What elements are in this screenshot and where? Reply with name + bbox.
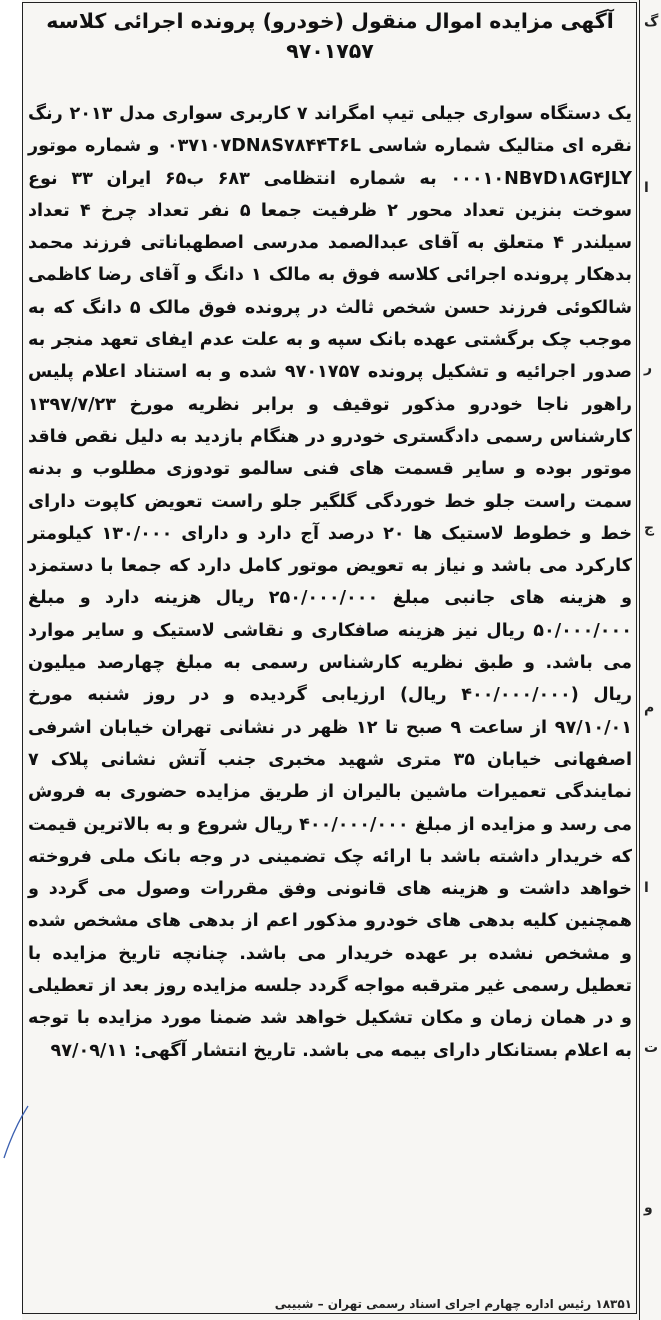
adjacent-column-fragment: ا bbox=[644, 180, 649, 196]
adjacent-column-fragment: و bbox=[644, 1200, 653, 1216]
pen-mark bbox=[0, 1100, 30, 1170]
notice-title: آگهی مزایده اموال منقول (خودرو) پرونده اجرائی کلاسه ۹۷۰۱۷۵۷ bbox=[46, 9, 614, 63]
adjacent-column-fragment: ت bbox=[644, 1040, 659, 1056]
notice-signature: ۱۸۳۵۱ رئیس اداره چهارم اجرای اسناد رسمی تهران – شبیبی bbox=[274, 1297, 632, 1311]
adjacent-column-fragment: ر bbox=[644, 360, 653, 376]
notice-body: یک دستگاه سواری جیلی تیپ امگراند ۷ کاربری سواری مدل ۲۰۱۳ رنگ نقره ای متالیک شماره شاسی ۰۳۷۱۰۷DN۸S۷۸۴۴T۶L و شماره موتور ۰۰۰۱۰NB۷D۱۸G۴JLY به شماره انتظامی ۶۸۳ ب۶۵ ایران ۳۳ نوع سوخت بنزین تعداد محور ۲ ظرفیت جمعا ۵ نفر تعداد چرخ ۴ تعداد سیلندر ۴ متعلق به آقای عبدالصمد مدرسی اصطهباناتی فرزند محمد بدهکار پرونده اجرائی کلاسه فوق به مالک ۱ دانگ و آقای رضا کاظمی شالکوئی فرزند حسن شخص ثالث در پرونده فوق مالک ۵ دانگ که به موجب چک برگشتی عهده بانک سپه و به علت عدم ایفای تعهد منجر به صدور اجرائیه و تشکیل پرونده ۹۷۰۱۷۵۷ شده و به استناد اعلام پلیس راهور ناجا خودرو مذکور توقیف و برابر نظریه مورخ ۱۳۹۷/۷/۲۳ کارشناس رسمی دادگستری خودرو در هنگام بازدید به دلیل نقص فاقد موتور بوده و سایر قسمت های فنی سالمو تودوزی مطلوب و بدنه سمت راست جلو خط خوردگی گلگیر جلو راست تعویض کاپوت دارای خط و خطوط لاستیک ها ۲۰ درصد آج دارد و دارای ۱۳۰/۰۰۰ کیلومتر کارکرد می باشد و نیاز به تعویض موتور کامل دارد که جمعا با دستمزد و هزینه های جانبی مبلغ ۲۵۰/۰۰۰/۰۰۰ ریال هزینه دارد و مبلغ ۵۰/۰۰۰/۰۰۰ ریال نیز هزینه صافکاری و نقاشی لاستیک و سایر موارد می باشد. و طبق نظریه کارشناس رسمی به مبلغ چهارصد میلیون ریال (۴۰۰/۰۰۰/۰۰۰ ریال) ارزیابی گردیده و در روز شنبه مورخ ۹۷/۱۰/۰۱ از ساعت ۹ صبح تا ۱۲ ظهر در نشانی تهران خیابان اشرفی اصفهانی خیابان ۳۵ متری شهید مخبری جنب آتش نشانی پلاک ۷ نمایندگی تعمیرات ماشین بالیران از طریق مزایده حضوری به فروش می رسد و مزایده از مبلغ ۴۰۰/۰۰۰/۰۰۰ ریال شروع و به بالاترین قیمت که خریدار داشته باشد با ارائه چک تضمینی در وجه بانک ملی فروخته خواهد داشت و هزینه های قانونی وفق مقررات وصول می گردد و همچنین کلیه بدهی های خودرو مذکور اعم از بدهی های مشخص شده و مشخص نشده بر عهده خریدار می باشد. چنانچه تاریخ مزایده با تعطیل رسمی غیر مترقبه مواجه گردد جلسه مزایده روز بعد از تعطیلی و در همان زمان و مکان تشکیل خواهد شد ضمنا مورد مزایده با توجه به اعلام بستانکار دارای بیمه می باشد. تاریخ انتشار آگهی: ۹۷/۰۹/۱۱ bbox=[28, 104, 633, 1061]
pen-stroke bbox=[4, 1106, 28, 1158]
adjacent-column-fragment: گ bbox=[644, 14, 659, 30]
adjacent-column-fragment: ج bbox=[644, 520, 655, 536]
adjacent-column bbox=[639, 0, 661, 1320]
adjacent-column-fragment: ا bbox=[644, 880, 649, 896]
adjacent-column-fragment: م bbox=[644, 700, 655, 716]
